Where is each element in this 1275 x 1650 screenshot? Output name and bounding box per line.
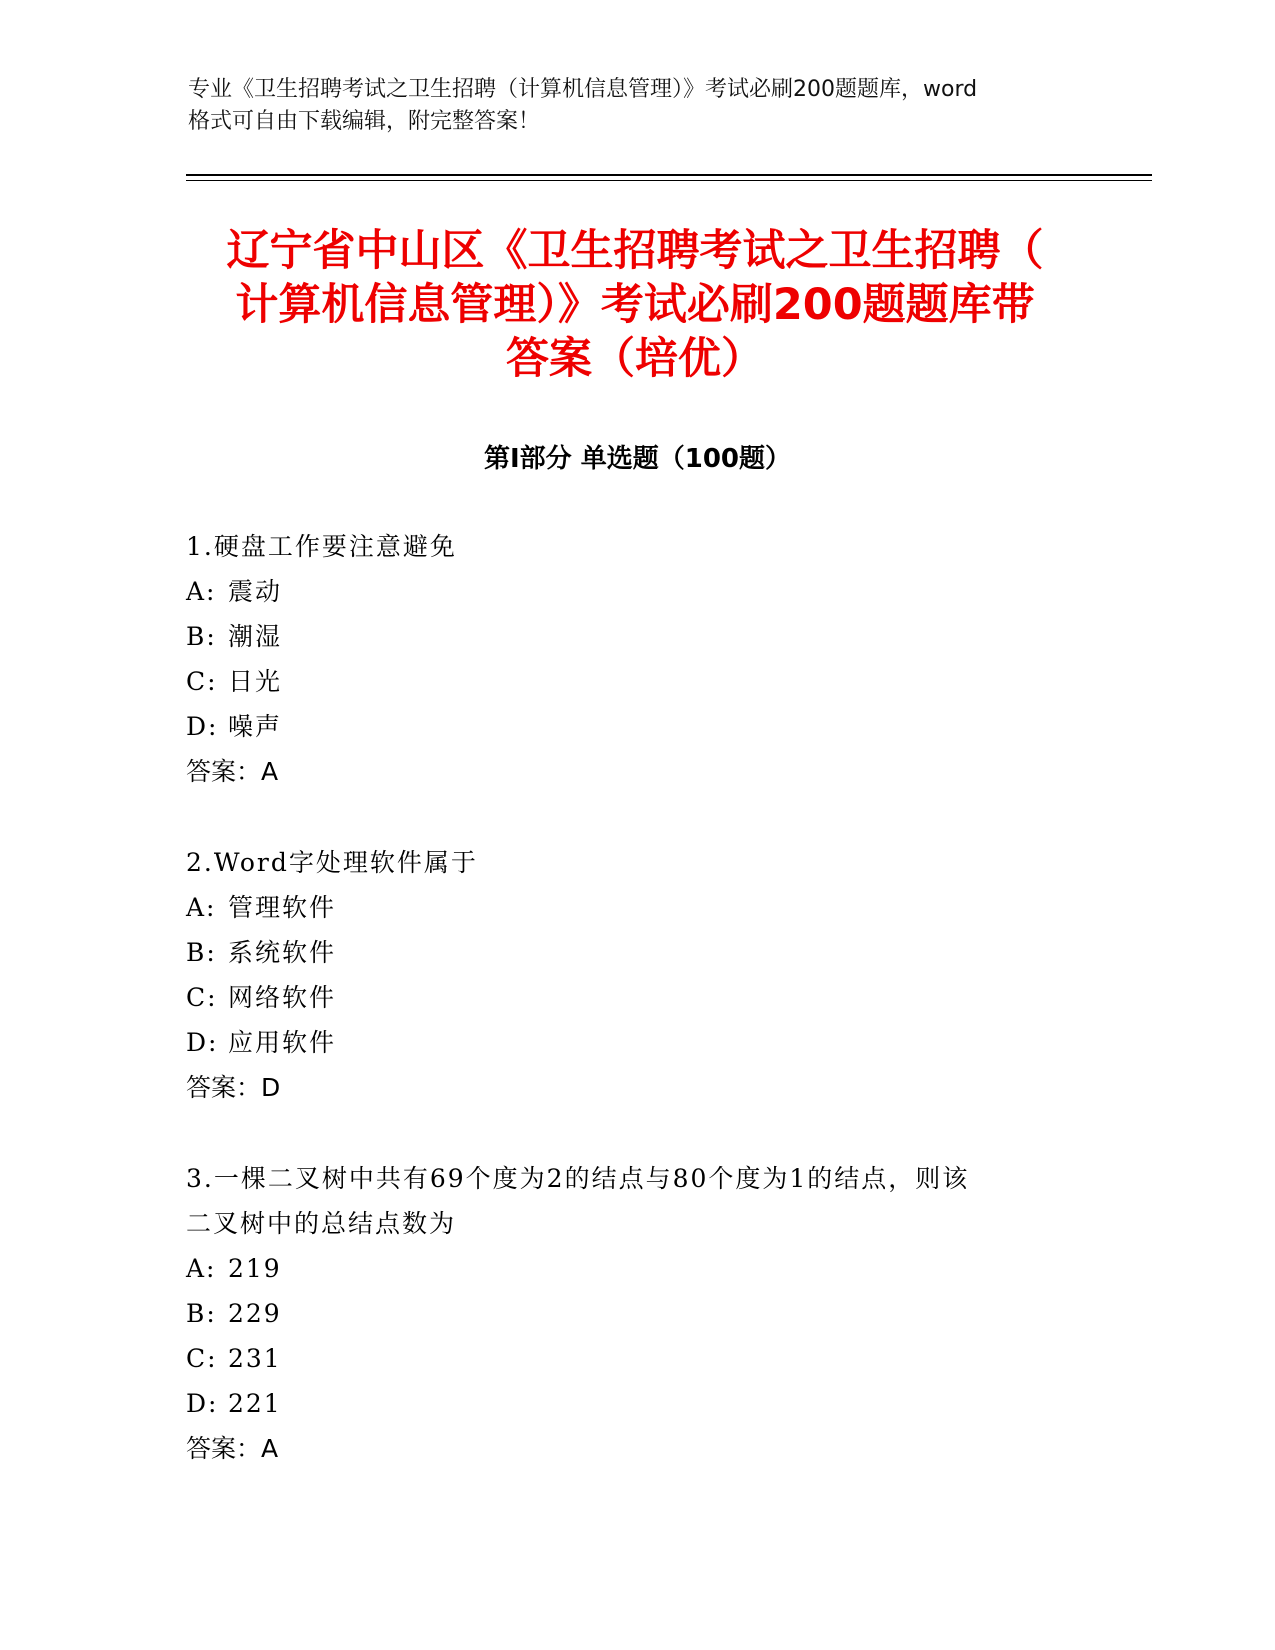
option-letter: A: bbox=[186, 1254, 217, 1283]
option-letter: C: bbox=[186, 667, 218, 696]
option-letter: A: bbox=[186, 893, 217, 922]
option-letter: C: bbox=[186, 983, 218, 1012]
header-divider-thick bbox=[186, 174, 1152, 176]
option-text: 震动 bbox=[228, 577, 283, 606]
option-text: 噪声 bbox=[228, 712, 283, 741]
question-stem-line2: 二叉树中的总结点数为 bbox=[186, 1209, 457, 1238]
header-note-line1: 专业《卫生招聘考试之卫生招聘（计算机信息管理）》考试必刷200题题库，word bbox=[188, 77, 978, 102]
question-2 bbox=[186, 840, 1086, 1110]
option-letter: D: bbox=[186, 1389, 219, 1418]
option-text: 应用软件 bbox=[228, 1028, 337, 1057]
option-text: 231 bbox=[228, 1344, 282, 1373]
option-text: 管理软件 bbox=[228, 893, 337, 922]
option-b bbox=[186, 614, 1086, 659]
document-title bbox=[180, 224, 1090, 386]
option-letter: C: bbox=[186, 1344, 218, 1373]
question-3 bbox=[186, 1156, 1086, 1471]
question-stem: 1.硬盘工作要注意避免 bbox=[186, 532, 457, 561]
question-stem: 2.Word字处理软件属于 bbox=[186, 848, 478, 877]
option-letter: D: bbox=[186, 712, 219, 741]
option-text: 221 bbox=[228, 1389, 282, 1418]
option-text: 219 bbox=[228, 1254, 282, 1283]
option-text: 229 bbox=[228, 1299, 282, 1328]
option-text: 潮湿 bbox=[228, 622, 283, 651]
option-d bbox=[186, 1381, 1086, 1426]
option-b bbox=[186, 1291, 1086, 1336]
option-b bbox=[186, 930, 1086, 975]
option-letter: D: bbox=[186, 1028, 219, 1057]
answer-line: 答案：A bbox=[186, 1434, 279, 1463]
option-letter: B: bbox=[186, 622, 217, 651]
option-text: 日光 bbox=[228, 667, 283, 696]
option-d bbox=[186, 704, 1086, 749]
option-c bbox=[186, 975, 1086, 1020]
document-title-line1: 辽宁省中山区《卫生招聘考试之卫生招聘（ bbox=[226, 226, 1044, 276]
option-letter: B: bbox=[186, 938, 217, 967]
document-title-line3: 答案（培优） bbox=[506, 334, 764, 384]
question-stem-line1: 3.一棵二叉树中共有69个度为2的结点与80个度为1的结点，则该 bbox=[186, 1164, 970, 1193]
option-c bbox=[186, 659, 1086, 704]
section-heading: 第Ⅰ部分 单选题（100题） bbox=[484, 444, 791, 474]
question-1 bbox=[186, 524, 1086, 794]
option-text: 系统软件 bbox=[228, 938, 337, 967]
option-letter: B: bbox=[186, 1299, 217, 1328]
option-c bbox=[186, 1336, 1086, 1381]
answer-line: 答案：D bbox=[186, 1073, 281, 1102]
option-d bbox=[186, 1020, 1086, 1065]
option-letter: A: bbox=[186, 577, 217, 606]
option-a bbox=[186, 569, 1086, 614]
header-note bbox=[188, 74, 1088, 138]
option-a bbox=[186, 885, 1086, 930]
header-divider-thin bbox=[186, 180, 1152, 181]
document-title-line2: 计算机信息管理）》考试必刷200题题库带 bbox=[235, 280, 1035, 330]
option-a bbox=[186, 1246, 1086, 1291]
option-text: 网络软件 bbox=[228, 983, 337, 1012]
header-note-line2: 格式可自由下载编辑，附完整答案！ bbox=[188, 109, 541, 134]
answer-line: 答案：A bbox=[186, 757, 279, 786]
